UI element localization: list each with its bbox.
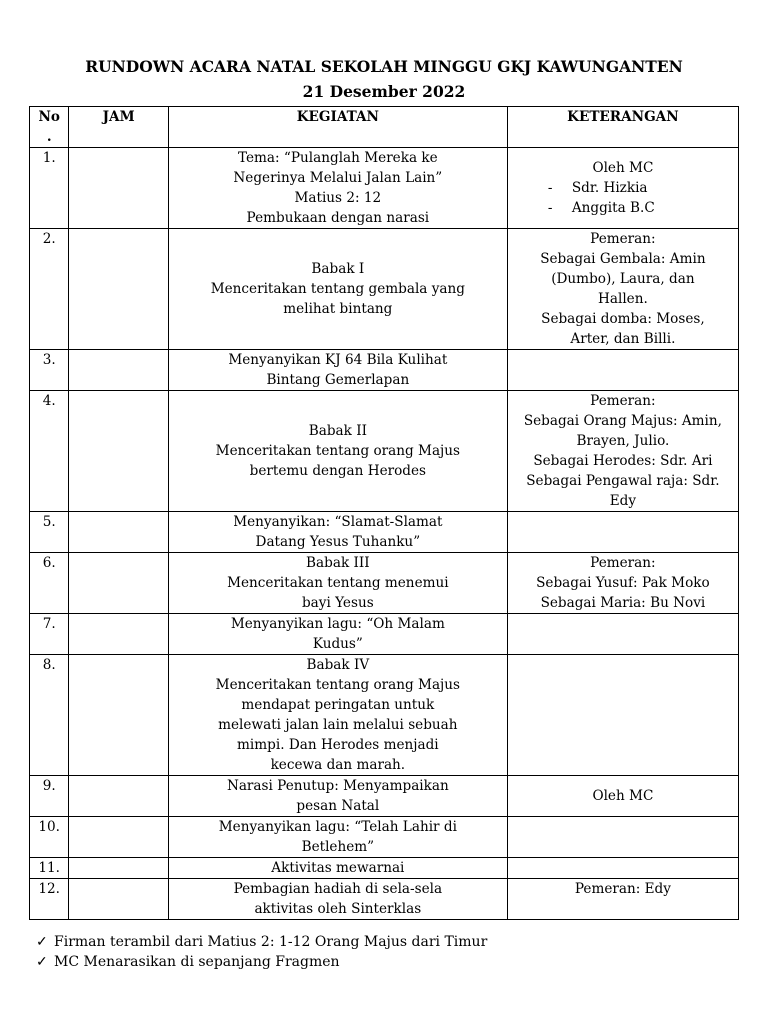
- table-header-row: [30, 107, 739, 148]
- kegiatan-line: Menceritakan tentang menemui: [227, 575, 449, 591]
- cell-no: 7.: [30, 614, 69, 655]
- cell-kegiatan: [168, 776, 507, 817]
- kegiatan-line: Menyanyikan lagu: “Telah Lahir di: [218, 819, 457, 835]
- table-row: [30, 655, 739, 776]
- cell-no: 9.: [30, 776, 69, 817]
- table-row: [30, 879, 739, 920]
- header-jam: JAM: [69, 107, 169, 148]
- keterangan-line: Pemeran:: [590, 393, 656, 409]
- cell-kegiatan: [168, 350, 507, 391]
- kegiatan-line: pesan Natal: [296, 798, 380, 814]
- kegiatan-line: Bintang Gemerlapan: [266, 372, 410, 388]
- kegiatan-line: Menyanyikan KJ 64 Bila Kulihat: [228, 352, 448, 368]
- cell-jam: [69, 350, 169, 391]
- cell-no: 1.: [30, 148, 69, 229]
- cell-keterangan: [507, 512, 738, 553]
- table-body: [30, 148, 739, 920]
- note-item: [36, 952, 487, 972]
- keterangan-line: Edy: [609, 493, 637, 509]
- table-row: [30, 817, 739, 858]
- kegiatan-line: Tema: “Pulanglah Mereka ke: [237, 150, 438, 166]
- cell-kegiatan: [168, 817, 507, 858]
- keterangan-line: Arter, dan Billi.: [570, 331, 676, 347]
- cell-jam: [69, 512, 169, 553]
- keterangan-line: Oleh MC: [592, 788, 654, 804]
- notes-list: [36, 932, 487, 972]
- cell-kegiatan: [168, 391, 507, 512]
- keterangan-line: Sebagai Pengawal raja: Sdr.: [526, 473, 720, 489]
- cell-no: 6.: [30, 553, 69, 614]
- kegiatan-line: Pembukaan dengan narasi: [246, 210, 430, 226]
- cell-kegiatan: [168, 148, 507, 229]
- keterangan-line: Sebagai Maria: Bu Novi: [540, 595, 706, 611]
- cell-keterangan: [507, 391, 738, 512]
- cell-keterangan: [507, 229, 738, 350]
- keterangan-line: Pemeran: Edy: [574, 881, 671, 897]
- cell-jam: [69, 879, 169, 920]
- keterangan-line: Sebagai Gembala: Amin: [540, 251, 706, 267]
- kegiatan-line: Menceritakan tentang orang Majus: [215, 443, 461, 459]
- kegiatan-line: melewati jalan lain melalui sebuah: [218, 717, 458, 733]
- keterangan-line: Pemeran:: [590, 231, 656, 247]
- kegiatan-line: Narasi Penutup: Menyampaikan: [226, 778, 449, 794]
- table-row: [30, 229, 739, 350]
- cell-jam: [69, 229, 169, 350]
- cell-jam: [69, 858, 169, 879]
- note-item: [36, 932, 487, 952]
- cell-kegiatan: [168, 553, 507, 614]
- table-row: [30, 776, 739, 817]
- cell-no: 2.: [30, 229, 69, 350]
- keterangan-list-item: [510, 198, 736, 218]
- table-row: [30, 512, 739, 553]
- kegiatan-line: mendapat peringatan untuk: [241, 697, 435, 713]
- checkmark-icon: ✓: [36, 954, 48, 970]
- header-no-dot: .: [46, 129, 52, 145]
- keterangan-list-item: [510, 178, 736, 198]
- kegiatan-line: Babak III: [306, 555, 370, 571]
- note-text: MC Menarasikan di sepanjang Fragmen: [54, 954, 340, 970]
- keterangan-line: Pemeran:: [590, 555, 656, 571]
- kegiatan-line: Datang Yesus Tuhanku”: [255, 534, 421, 550]
- kegiatan-line: Menyanyikan: “Slamat-Slamat: [233, 514, 443, 530]
- kegiatan-line: Babak I: [311, 261, 365, 277]
- header-no: [30, 107, 69, 148]
- cell-jam: [69, 776, 169, 817]
- cell-no: 11.: [30, 858, 69, 879]
- cell-jam: [69, 553, 169, 614]
- keterangan-line: Sebagai domba: Moses,: [541, 311, 705, 327]
- cell-no: 12.: [30, 879, 69, 920]
- rundown-table: [29, 106, 739, 920]
- cell-no: 4.: [30, 391, 69, 512]
- header-no-text: No: [38, 109, 60, 125]
- checkmark-icon: ✓: [36, 934, 48, 950]
- kegiatan-line: aktivitas oleh Sinterklas: [254, 901, 422, 917]
- table-row: [30, 614, 739, 655]
- kegiatan-line: Menceritakan tentang gembala yang: [210, 281, 465, 297]
- cell-kegiatan: [168, 655, 507, 776]
- cell-keterangan: [507, 817, 738, 858]
- kegiatan-line: melihat bintang: [283, 301, 393, 317]
- cell-no: 8.: [30, 655, 69, 776]
- keterangan-line: Sebagai Herodes: Sdr. Ari: [533, 453, 713, 469]
- kegiatan-line: Betlehem”: [301, 839, 375, 855]
- kegiatan-line: Kudus”: [312, 636, 363, 652]
- kegiatan-line: Babak IV: [306, 657, 370, 673]
- dash-bullet-icon: -: [547, 180, 553, 196]
- cell-kegiatan: [168, 858, 507, 879]
- table-row: [30, 858, 739, 879]
- keterangan-list-text: Anggita B.C: [571, 200, 655, 216]
- document-title: RUNDOWN ACARA NATAL SEKOLAH MINGGU GKJ KAWUNGANTEN: [85, 57, 683, 76]
- keterangan-line: Sebagai Orang Majus: Amin,: [523, 413, 722, 429]
- cell-keterangan: [507, 350, 738, 391]
- cell-kegiatan: [168, 614, 507, 655]
- cell-keterangan: [507, 655, 738, 776]
- cell-jam: [69, 148, 169, 229]
- cell-keterangan: [507, 553, 738, 614]
- table-row: [30, 148, 739, 229]
- kegiatan-line: bertemu dengan Herodes: [249, 463, 427, 479]
- kegiatan-line: Negerinya Melalui Jalan Lain”: [233, 170, 443, 186]
- cell-keterangan: [507, 614, 738, 655]
- table-row: [30, 350, 739, 391]
- table-row: [30, 553, 739, 614]
- cell-no: 3.: [30, 350, 69, 391]
- note-text: Firman terambil dari Matius 2: 1-12 Orang Majus dari Timur: [54, 934, 488, 950]
- cell-jam: [69, 614, 169, 655]
- keterangan-line: Hallen.: [598, 291, 648, 307]
- cell-keterangan: [507, 148, 738, 229]
- keterangan-list-text: Sdr. Hizkia: [571, 180, 648, 196]
- cell-jam: [69, 391, 169, 512]
- kegiatan-line: bayi Yesus: [301, 595, 374, 611]
- kegiatan-line: Menceritakan tentang orang Majus: [215, 677, 461, 693]
- dash-bullet-icon: -: [547, 200, 553, 216]
- cell-no: 10.: [30, 817, 69, 858]
- cell-kegiatan: [168, 229, 507, 350]
- keterangan-line: Sebagai Yusuf: Pak Moko: [536, 575, 710, 591]
- keterangan-line: Brayen, Julio.: [576, 433, 670, 449]
- table-row: [30, 391, 739, 512]
- header-keterangan: KETERANGAN: [507, 107, 738, 148]
- kegiatan-line: Aktivitas mewarnai: [271, 860, 405, 876]
- kegiatan-line: Pembagian hadiah di sela-sela: [233, 881, 443, 897]
- document-date: 21 Desember 2022: [302, 82, 466, 101]
- kegiatan-line: kecewa dan marah.: [270, 757, 406, 773]
- cell-keterangan: [507, 879, 738, 920]
- header-kegiatan: KEGIATAN: [168, 107, 507, 148]
- cell-no: 5.: [30, 512, 69, 553]
- keterangan-line: Oleh MC: [592, 160, 654, 176]
- kegiatan-line: Matius 2: 12: [294, 190, 382, 206]
- cell-keterangan: [507, 776, 738, 817]
- keterangan-line: (Dumbo), Laura, dan: [551, 271, 695, 287]
- cell-kegiatan: [168, 879, 507, 920]
- cell-jam: [69, 817, 169, 858]
- cell-keterangan: [507, 858, 738, 879]
- kegiatan-line: Babak II: [308, 423, 367, 439]
- kegiatan-line: mimpi. Dan Herodes menjadi: [237, 737, 439, 753]
- cell-kegiatan: [168, 512, 507, 553]
- cell-jam: [69, 655, 169, 776]
- kegiatan-line: Menyanyikan lagu: “Oh Malam: [230, 616, 445, 632]
